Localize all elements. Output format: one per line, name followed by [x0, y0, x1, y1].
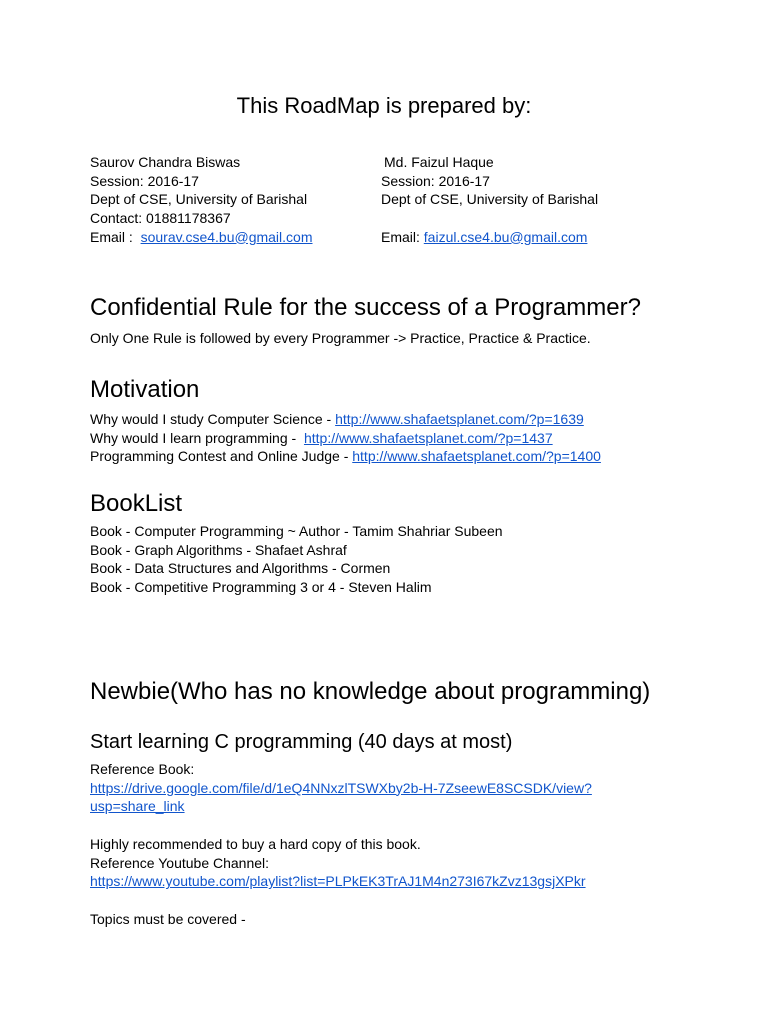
- book-item: Book - Computer Programming ~ Author - Tamim Shahriar Subeen: [90, 523, 503, 539]
- author-name: Md. Faizul Haque: [384, 154, 494, 170]
- author-session: Session: 2016-17: [90, 172, 199, 189]
- email-label: Email:: [381, 228, 424, 245]
- motivation-item: [90, 429, 601, 448]
- newbie-heading: Newbie(Who has no knowledge about programming): [90, 678, 651, 705]
- motivation-link[interactable]: http://www.shafaetsplanet.com/?p=1639: [335, 411, 584, 427]
- author-contact: Contact: 01881178367: [90, 210, 231, 227]
- email-label: Email :: [90, 228, 141, 245]
- reference-book-link-row: [90, 797, 592, 816]
- motivation-heading: Motivation: [90, 376, 200, 403]
- author-email-row: [381, 228, 598, 247]
- reference-book-label: Reference Book:: [90, 761, 195, 777]
- rule-text: Only One Rule is followed by every Programmer -> Practice, Practice & Practice.: [90, 330, 591, 346]
- motivation-link[interactable]: http://www.shafaetsplanet.com/?p=1400: [352, 448, 601, 465]
- reference-book-link-cont[interactable]: usp=share_link: [90, 798, 185, 815]
- book-item: Book - Data Structures and Algorithms - Cormen: [90, 560, 391, 577]
- author-card-2: [381, 153, 598, 246]
- recommend-text: Highly recommended to buy a hard copy of this book.: [90, 836, 421, 852]
- book-item: Book - Competitive Programming 3 or 4 - Steven Halim: [90, 579, 432, 596]
- youtube-block: [90, 835, 586, 891]
- reference-block: [90, 760, 592, 816]
- youtube-label: Reference Youtube Channel:: [90, 854, 270, 871]
- topics-text: Topics must be covered -: [90, 911, 246, 927]
- motivation-item-text: Why would I learn programming -: [90, 429, 304, 446]
- booklist: [90, 522, 503, 597]
- book-item: Book - Graph Algorithms - Shafaet Ashraf: [90, 541, 347, 558]
- author-session: Session: 2016-17: [381, 172, 490, 189]
- author-dept: Dept of CSE, University of Barishal: [90, 191, 308, 208]
- booklist-heading: BookList: [90, 490, 183, 517]
- motivation-item-text: Why would I study Computer Science -: [90, 411, 336, 427]
- reference-book-link[interactable]: https://drive.google.com/file/d/1eQ4NNxzlTSWXby2b-H-7ZseewE8SCSDK/view?: [90, 779, 592, 796]
- youtube-link[interactable]: https://www.youtube.com/playlist?list=PLPkEK3TrAJ1M4n273I67kZvz13gsjXPkr: [90, 873, 586, 890]
- motivation-list: [90, 410, 601, 466]
- reference-book-link-row: [90, 779, 592, 798]
- email-link[interactable]: sourav.cse4.bu@gmail.com: [140, 228, 313, 245]
- author-email-row: [90, 228, 313, 247]
- author-name: Saurov Chandra Biswas: [90, 154, 241, 170]
- author-blank-line: [381, 209, 598, 228]
- youtube-link-row: [90, 872, 586, 891]
- motivation-item: [90, 447, 601, 466]
- author-card-1: [90, 153, 313, 246]
- rule-heading: Confidential Rule for the success of a Programmer?: [90, 294, 641, 321]
- author-dept: Dept of CSE, University of Barishal: [381, 191, 599, 208]
- motivation-link[interactable]: http://www.shafaetsplanet.com/?p=1437: [303, 429, 553, 446]
- motivation-item: [90, 410, 601, 429]
- page-title: This RoadMap is prepared by:: [236, 93, 532, 118]
- motivation-item-text: Programming Contest and Online Judge -: [90, 448, 353, 465]
- email-link[interactable]: faizul.cse4.bu@gmail.com: [423, 228, 588, 245]
- newbie-subheading: Start learning C programming (40 days at most): [90, 731, 513, 753]
